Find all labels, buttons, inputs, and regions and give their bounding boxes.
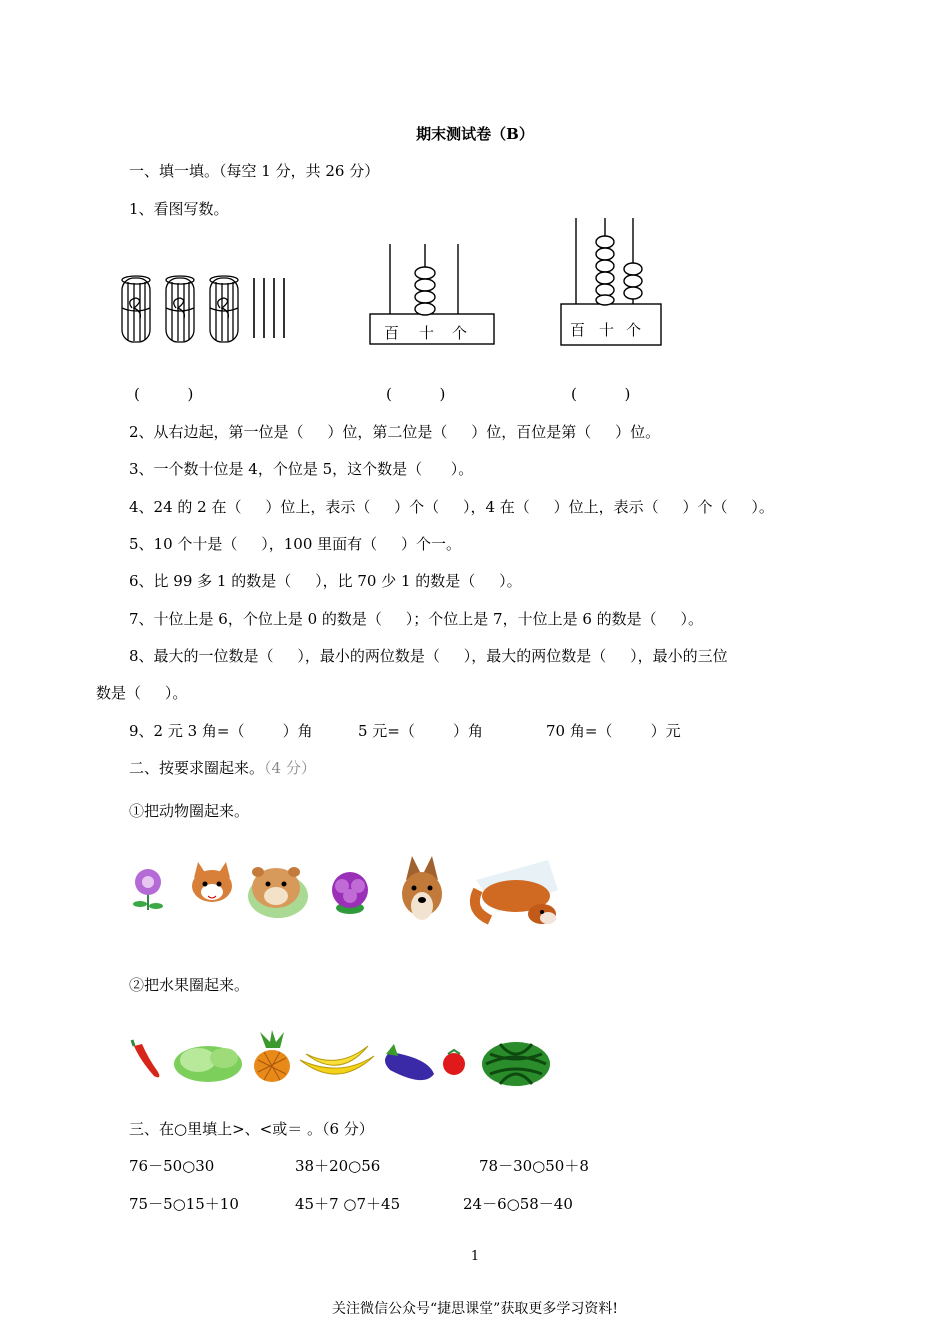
question-5: 5、10 个十是（ ），100 里面有（ ）个一。 <box>129 535 461 553</box>
bead <box>624 275 642 287</box>
answer-blank-1: ( ) <box>134 385 194 403</box>
flower-violet-icon <box>332 872 368 914</box>
question-7: 7、十位上是 6，个位上是 0 的数是（ ）；个位上是 7，十位上是 6 的数是（ ）。 <box>129 610 704 628</box>
cat-icon <box>192 862 232 902</box>
question-9a: 9、2 元 3 角=（ ）角 <box>129 722 313 740</box>
cabbage-icon <box>174 1046 242 1082</box>
answer-blank-3: ( ) <box>571 385 631 403</box>
bead <box>415 303 435 315</box>
section2-heading <box>129 758 316 778</box>
section2-sub2: ②把水果圈起来。 <box>129 976 250 994</box>
abacus2-label-ones: 个 <box>626 321 642 339</box>
question-6: 6、比 99 多 1 的数是（ ），比 70 少 1 的数是（ ）。 <box>129 572 522 590</box>
page-title: 期末测试卷（B） <box>416 125 534 143</box>
bead <box>596 295 614 305</box>
bundle-3 <box>210 276 238 342</box>
section2-title: 二、按要求圈起来。 <box>129 759 265 777</box>
abacus1-label-hundreds: 百 <box>384 324 400 342</box>
eggplant-icon <box>385 1044 434 1080</box>
fox-icon <box>475 860 558 924</box>
animals-picture-row <box>128 850 568 948</box>
question-9b: 5 元=（ ）角 <box>358 722 484 740</box>
question-1: 1、看图写数。 <box>129 200 229 218</box>
compare-1: 76－50○30 <box>129 1157 215 1175</box>
question-4: 4、24 的 2 在（ ）位上，表示（ ）个（ ），4 在（ ）位上，表示（ ）个（ ）。 <box>129 498 774 516</box>
question-9c: 70 角=（ ）元 <box>546 722 681 740</box>
compare-2: 38＋20○56 <box>295 1157 381 1175</box>
bead <box>415 279 435 291</box>
bead <box>415 267 435 279</box>
abacus1-label-ones: 个 <box>452 324 468 342</box>
watermelon-icon <box>482 1042 550 1086</box>
bead <box>596 248 614 260</box>
pepper-icon <box>132 1040 159 1077</box>
bead <box>624 263 642 275</box>
section1-heading: 一、填一填。（每空 1 分，共 26 分） <box>129 162 380 180</box>
abacus2-label-tens: 十 <box>599 321 615 339</box>
stick-bundles-figure <box>118 270 308 350</box>
tomato-icon <box>443 1050 465 1075</box>
food-picture-row <box>128 1030 568 1092</box>
page-number: 1 <box>470 1249 480 1264</box>
abacus2-label-hundreds: 百 <box>570 321 586 339</box>
bundle-2 <box>166 276 194 342</box>
compare-3: 78－30○50＋8 <box>479 1157 589 1175</box>
flower-purple-icon <box>133 869 163 910</box>
bead <box>596 236 614 248</box>
answer-blank-2: ( ) <box>386 385 446 403</box>
question-8-line2: 数是（ ）。 <box>96 684 188 702</box>
abacus1-label-tens: 十 <box>419 324 435 342</box>
footer-note: 关注微信公众号“捷思课堂”获取更多学习资料! <box>332 1301 618 1317</box>
banana-icon <box>300 1046 374 1074</box>
bead <box>596 284 614 296</box>
compare-4: 75－5○15＋10 <box>129 1195 239 1213</box>
bead <box>415 291 435 303</box>
question-3: 3、一个数十位是 4，个位是 5，这个数是（ ）。 <box>129 460 474 478</box>
bead <box>596 272 614 284</box>
bead <box>624 287 642 299</box>
question-8-line1: 8、最大的一位数是（ ），最小的两位数是（ ），最大的两位数是（ ），最小的三位 <box>129 647 728 665</box>
dog-icon <box>402 856 442 920</box>
question-2: 2、从右边起，第一位是（ ）位，第二位是（ ）位，百位是第（ ）位。 <box>129 423 661 441</box>
compare-6: 24－6○58－40 <box>463 1195 573 1213</box>
bundle-1 <box>122 276 150 342</box>
compare-5: 45＋7 ○7＋45 <box>295 1195 401 1213</box>
section3-heading: 三、在○里填上>、<或＝ 。（6 分） <box>129 1120 374 1138</box>
section2-sub1: ①把动物圈起来。 <box>129 802 250 820</box>
section2-points: （4 分） <box>264 759 316 777</box>
bead <box>596 260 614 272</box>
pineapple-icon <box>254 1030 290 1082</box>
single-sticks <box>254 278 284 338</box>
hamster-icon <box>248 867 308 918</box>
